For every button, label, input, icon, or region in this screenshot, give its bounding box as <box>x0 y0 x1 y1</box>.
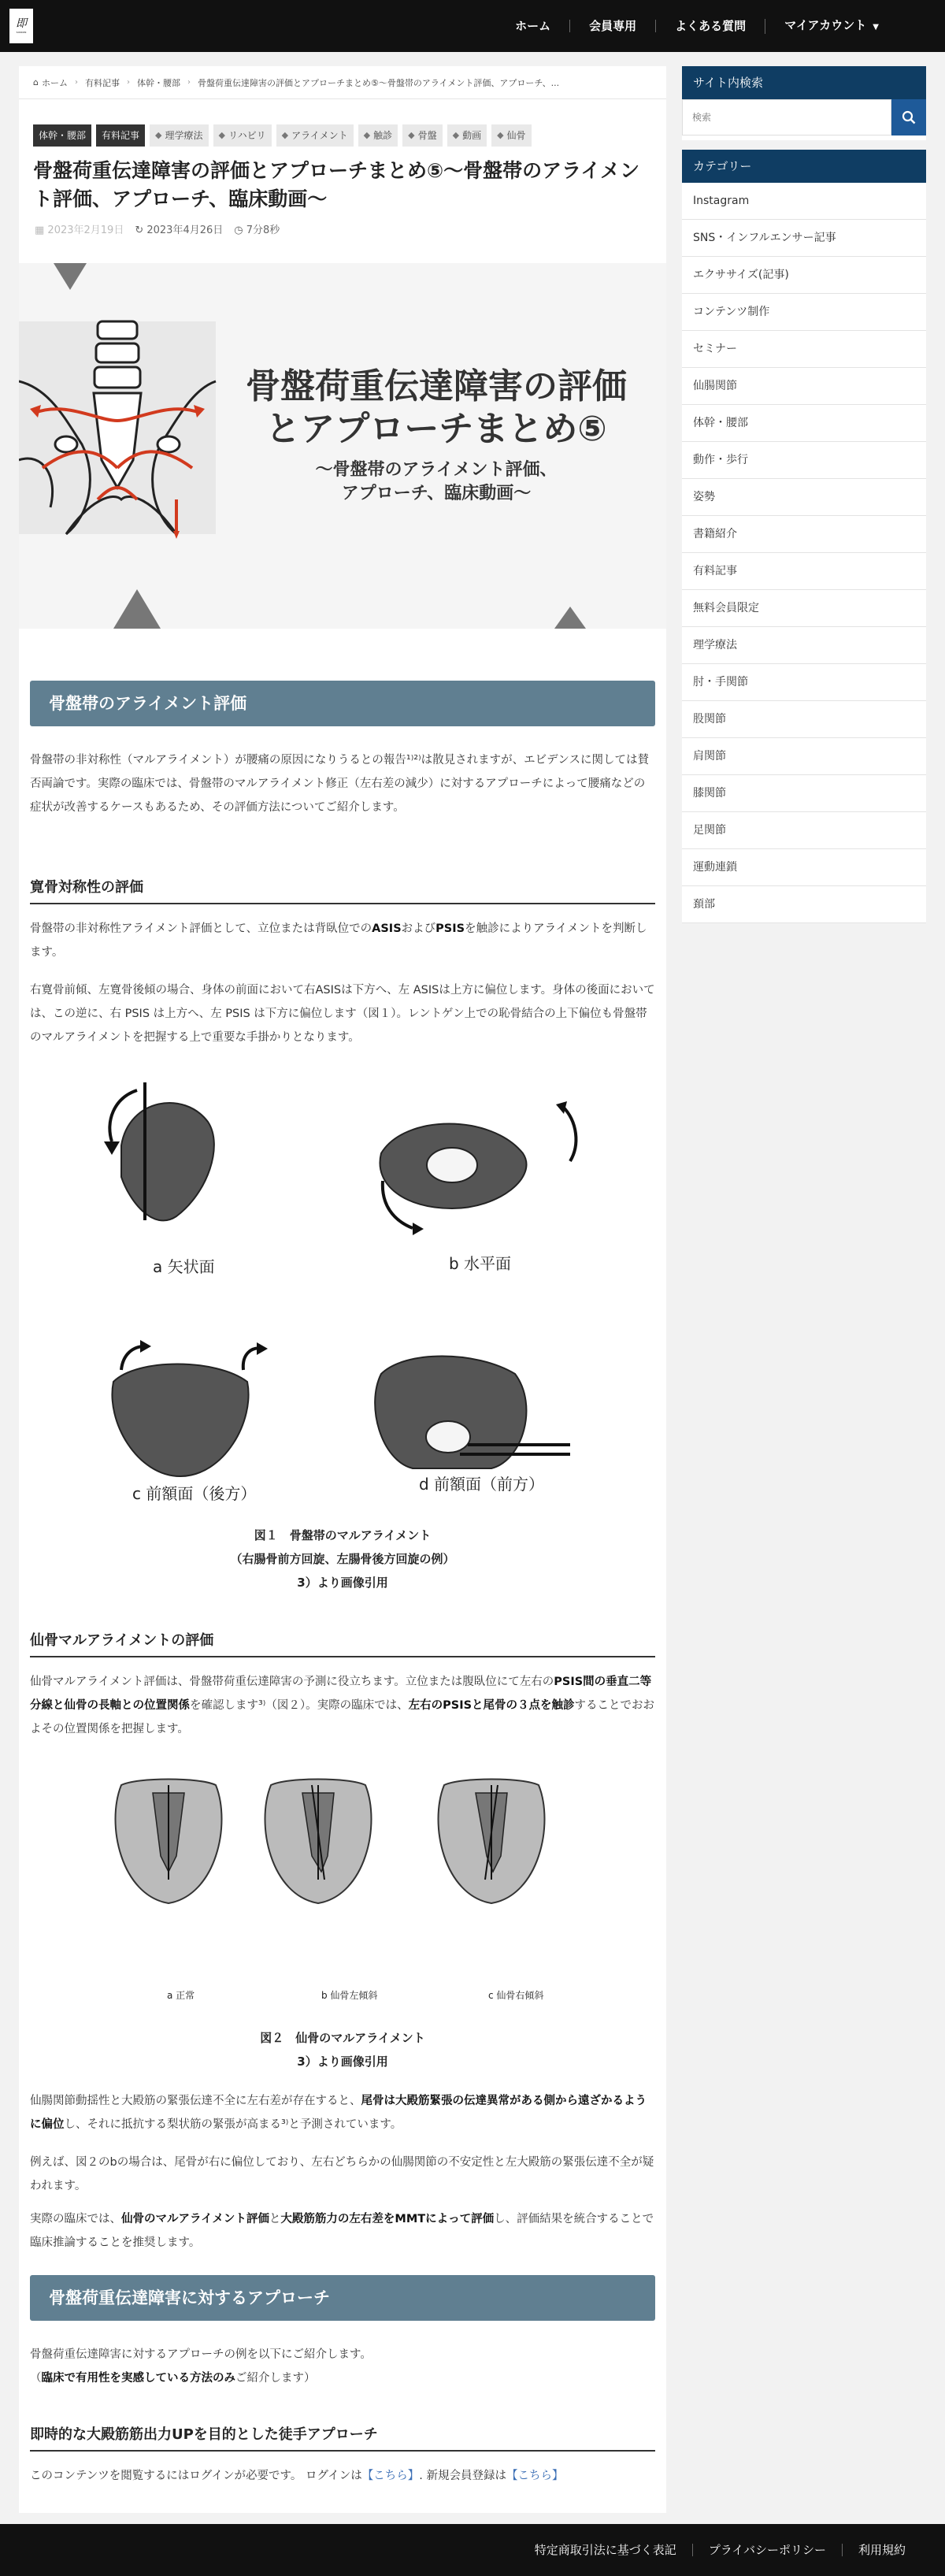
article-title: 骨盤荷重伝達障害の評価とアプローチまとめ⑤〜骨盤帯のアライメント評価、アプローチ、臨床動画〜 <box>33 159 640 210</box>
chevron-right-icon: › <box>126 78 130 87</box>
category-item[interactable]: 足関節 <box>682 812 926 849</box>
section-heading: 骨盤帯のアライメント評価 <box>30 681 655 726</box>
bold-text: ASIS <box>372 922 402 935</box>
tag[interactable] <box>150 124 208 147</box>
logo-sub: SOKKON <box>16 31 27 34</box>
tag-icon: ◆ <box>408 130 415 140</box>
figure-caption <box>30 2026 655 2073</box>
text: を触診によりアライメントを判断します。 <box>30 922 647 959</box>
tag-label: 骨盤 <box>417 130 437 141</box>
paragraph <box>30 2207 655 2255</box>
caption-line: 3）より画像引用 <box>297 2054 388 2069</box>
chevron-right-icon: › <box>187 78 191 87</box>
tag-label: アライメント <box>291 130 348 141</box>
paragraph <box>30 1670 655 1741</box>
category-item[interactable]: 有料記事 <box>682 553 926 590</box>
hero-image <box>19 263 666 629</box>
category-item[interactable]: 動作・歩行 <box>682 442 926 479</box>
category-tag[interactable]: 体幹・腰部 <box>33 124 91 147</box>
figure-label: a 矢状面 <box>153 1257 215 1276</box>
breadcrumb-trunk[interactable]: 体幹・腰部 <box>136 77 180 88</box>
tag[interactable] <box>276 124 354 147</box>
category-item[interactable]: コンテンツ制作 <box>682 294 926 331</box>
category-item[interactable]: 無料会員限定 <box>682 590 926 627</box>
updated-date-text: 2023年4月26日 <box>146 225 224 236</box>
text: . 新規会員登録は <box>419 2470 506 2482</box>
tag-icon: ◆ <box>363 130 371 140</box>
category-item[interactable]: 肘・手関節 <box>682 664 926 701</box>
category-tag[interactable]: 有料記事 <box>96 124 145 147</box>
category-item[interactable]: 体幹・腰部 <box>682 405 926 442</box>
figure-2-sacrum-malalignment <box>19 1777 666 1935</box>
site-header <box>0 0 945 52</box>
tag-icon: ◆ <box>452 130 460 140</box>
figure-label: a 正常 <box>167 1990 195 2001</box>
text: 仙骨マルアライメント評価は、骨盤帯荷重伝達障害の予測に役立ちます。立位または腹臥位にて左右の <box>30 1676 554 1688</box>
login-notice <box>30 2464 655 2488</box>
figure-label: d 前額面（前方） <box>419 1475 545 1494</box>
caret-down-icon: ▼ <box>873 22 879 32</box>
breadcrumb-home-label: ホーム <box>41 77 68 88</box>
hero-title-line: 骨盤荷重伝達障害の評価 <box>246 366 627 406</box>
tag-icon: ◆ <box>155 130 162 140</box>
figure-label: b 水平面 <box>449 1254 512 1273</box>
paragraph: 右寛骨前傾、左寛骨後傾の場合、身体の前面において右ASISは下方へ、左 ASISは上方に偏位します。身体の後面においては、この逆に、右 PSIS は上方へ、左 PSIS は下方に偏位します（図１）。レントゲン上での恥骨結合の上下偏位も骨盤帯のマルアライメントを把握する上で重要な手掛かりとなります。 <box>30 984 655 1044</box>
subsection-heading: 仙骨マルアライメントの評価 <box>30 1629 655 1657</box>
figure-label: b 仙骨左傾斜 <box>321 1990 378 2001</box>
paragraph <box>30 2366 655 2390</box>
category-list <box>682 183 926 923</box>
paragraph: 例えば、図２のbの場合は、尾骨が右に偏位しており、左右どちらかの仙腸関節の不安定性と左大殿筋の緊張伝達不全が疑われます。 <box>30 2156 654 2192</box>
login-link[interactable]: 【こちら】 <box>361 2470 420 2482</box>
text: および <box>401 922 436 935</box>
footer-link-privacy[interactable]: プライバシーポリシー <box>692 2544 842 2556</box>
hero-title-line: とアプローチまとめ⑤ <box>265 409 607 449</box>
bold-text: 尾骨は大殿筋緊張の伝達異常がある側から遠ざかるように偏位 <box>30 2095 647 2131</box>
nav-my-account[interactable] <box>765 19 898 34</box>
nav-my-account-label: マイアカウント <box>784 17 867 32</box>
bold-text: 臨床で有用性を実感している方法のみ <box>41 2372 235 2385</box>
published-date-text: 2023年2月19日 <box>47 225 124 236</box>
subsection-heading: 即時的な大殿筋筋出力UPを目的とした徒手アプローチ <box>30 2423 655 2452</box>
register-link[interactable]: 【こちら】 <box>506 2470 564 2482</box>
caption-line: 3）より画像引用 <box>297 1576 388 1590</box>
category-item[interactable]: 書籍紹介 <box>682 516 926 553</box>
published-date <box>35 221 124 236</box>
hero-subtitle-line: アプローチ、臨床動画〜 <box>341 484 532 503</box>
text: 仙腸関節動揺性と大殿筋の緊張伝達不全に左右差が存在すると、 <box>30 2095 361 2107</box>
read-time-text: 7分8秒 <box>246 225 280 236</box>
sidebar <box>682 66 926 923</box>
tag-icon: ◆ <box>281 130 289 140</box>
breadcrumb-current: 骨盤荷重伝達障害の評価とアプローチまとめ⑤〜骨盤帯のアライメント評価、アプローチ、... <box>197 77 560 88</box>
breadcrumb <box>19 66 666 99</box>
tag-icon: ◆ <box>218 130 225 140</box>
category-item[interactable]: エクササイズ(記事) <box>682 257 926 294</box>
clock-icon: ◷ <box>234 225 246 236</box>
nav-home[interactable]: ホーム <box>515 19 551 33</box>
hero-subtitle <box>232 458 641 506</box>
figure-label: c 仙骨右傾斜 <box>488 1990 544 2001</box>
site-logo[interactable] <box>9 9 33 43</box>
text: （ <box>30 2372 42 2385</box>
home-icon: ⌂ <box>33 77 39 87</box>
read-time <box>234 221 280 236</box>
category-item[interactable]: Instagram <box>682 183 926 220</box>
tag[interactable] <box>402 124 442 147</box>
breadcrumb-home[interactable] <box>33 76 68 89</box>
search-button[interactable] <box>891 99 926 135</box>
footer-link-terms[interactable]: 利用規約 <box>842 2544 921 2556</box>
calendar-icon: ▦ <box>35 225 48 236</box>
category-item[interactable]: セミナー <box>682 331 926 368</box>
tag-label: 触診 <box>373 130 393 141</box>
tag-list <box>33 124 532 147</box>
search-input[interactable] <box>682 99 891 135</box>
hero-title <box>232 366 641 451</box>
search-form <box>682 99 926 140</box>
nav-members[interactable]: 会員専用 <box>569 20 655 32</box>
nav-faq[interactable]: よくある質問 <box>655 20 765 32</box>
text: し、評価結果を統合することで臨床推論することを推奨します。 <box>30 2213 654 2249</box>
bold-text: 仙骨のマルアライメント評価 <box>121 2213 269 2225</box>
paragraph <box>30 2089 655 2136</box>
search-widget-title: サイト内検索 <box>682 66 926 99</box>
text: ご紹介します） <box>235 2372 316 2385</box>
text: することでおおよその位置関係を把握します。 <box>30 1699 655 1735</box>
search-icon <box>902 110 916 124</box>
text: し、それに抵抗する梨状筋の緊張が高まる³⁾と予測されています。 <box>64 2118 402 2131</box>
text: 骨盤帯の非対称性アライメント評価として、立位または背臥位での <box>30 922 372 935</box>
tag-icon: ◆ <box>497 130 504 140</box>
article-meta <box>35 221 280 236</box>
subsection-heading: 寛骨対称性の評価 <box>30 876 655 904</box>
tag-label: 動画 <box>462 130 482 141</box>
updated-date <box>135 221 223 236</box>
breadcrumb-paid[interactable]: 有料記事 <box>84 77 120 88</box>
footer-link-commerce-law[interactable]: 特定商取引法に基づく表記 <box>534 2543 676 2557</box>
hero-subtitle-line: 〜骨盤帯のアライメント評価、 <box>315 460 558 480</box>
paragraph: 骨盤荷重伝達障害に対するアプローチの例を以下にご紹介します。 <box>30 2348 372 2361</box>
category-item[interactable]: 頚部 <box>682 886 926 923</box>
category-widget-title: カテゴリー <box>682 150 926 183</box>
spacer <box>682 140 926 150</box>
caption-line: （右腸骨前方回旋、左腸骨後方回旋の例） <box>230 1552 455 1566</box>
tag-label: 仙骨 <box>506 130 526 141</box>
figure-caption <box>30 1524 655 1594</box>
category-item[interactable]: 膝関節 <box>682 775 926 812</box>
bold-text: 左右のPSISと尾骨の３点を触診 <box>408 1699 575 1712</box>
tag-label: 理学療法 <box>165 130 203 141</box>
paragraph: 骨盤帯の非対称性（マルアライメント）が腰痛の原因になりうるとの報告¹⁾²⁾は散見されますが、エビデンスに関しては賛否両論です。実際の臨床では、骨盤帯のマルアライメント修正（左右差の減少）に対するアプローチによって腰痛などの症状が改善するケースもあるため、その評価方法についてご紹介します。 <box>30 754 649 814</box>
article-container <box>19 66 666 2513</box>
figure-1-pelvis-malalignment <box>19 1067 666 1508</box>
refresh-icon: ↻ <box>135 225 147 236</box>
category-item[interactable]: 肩関節 <box>682 738 926 775</box>
section-heading: 骨盤荷重伝達障害に対するアプローチ <box>30 2275 655 2321</box>
text: と <box>269 2213 281 2225</box>
bold-text: 大殿筋筋力の左右差をMMTによって評価 <box>280 2213 495 2225</box>
tag[interactable] <box>213 124 272 147</box>
category-item[interactable]: 運動連鎖 <box>682 849 926 886</box>
tag[interactable] <box>491 124 531 147</box>
bold-text: PSIS間の垂直二等分線と仙骨の長軸との位置関係 <box>30 1676 652 1712</box>
category-item[interactable]: 姿勢 <box>682 479 926 516</box>
site-footer <box>0 2524 945 2576</box>
paragraph <box>30 917 655 964</box>
tag-label: リハビリ <box>228 130 266 141</box>
category-item[interactable]: 股関節 <box>682 701 926 738</box>
caption-line: 図１ 骨盤帯のマルアライメント <box>254 1528 432 1542</box>
text: を確認します³⁾（図２）。実際の臨床では、 <box>190 1699 409 1712</box>
category-item[interactable]: SNS・インフルエンサー記事 <box>682 220 926 257</box>
text: 実際の臨床では、 <box>30 2213 121 2225</box>
logo-mark: 即 <box>16 17 27 30</box>
category-item[interactable]: 理学療法 <box>682 627 926 664</box>
figure-label: c 前額面（後方） <box>132 1484 257 1503</box>
category-item[interactable]: 仙腸関節 <box>682 368 926 405</box>
chevron-right-icon: › <box>74 78 78 87</box>
global-nav <box>496 0 898 52</box>
bold-text: PSIS <box>435 922 465 935</box>
tag[interactable] <box>358 124 398 147</box>
tag[interactable] <box>447 124 487 147</box>
text: このコンテンツを閲覧するにはログインが必要です。 ログインは <box>30 2470 362 2482</box>
caption-line: 図２ 仙骨のマルアライメント <box>260 2031 425 2045</box>
